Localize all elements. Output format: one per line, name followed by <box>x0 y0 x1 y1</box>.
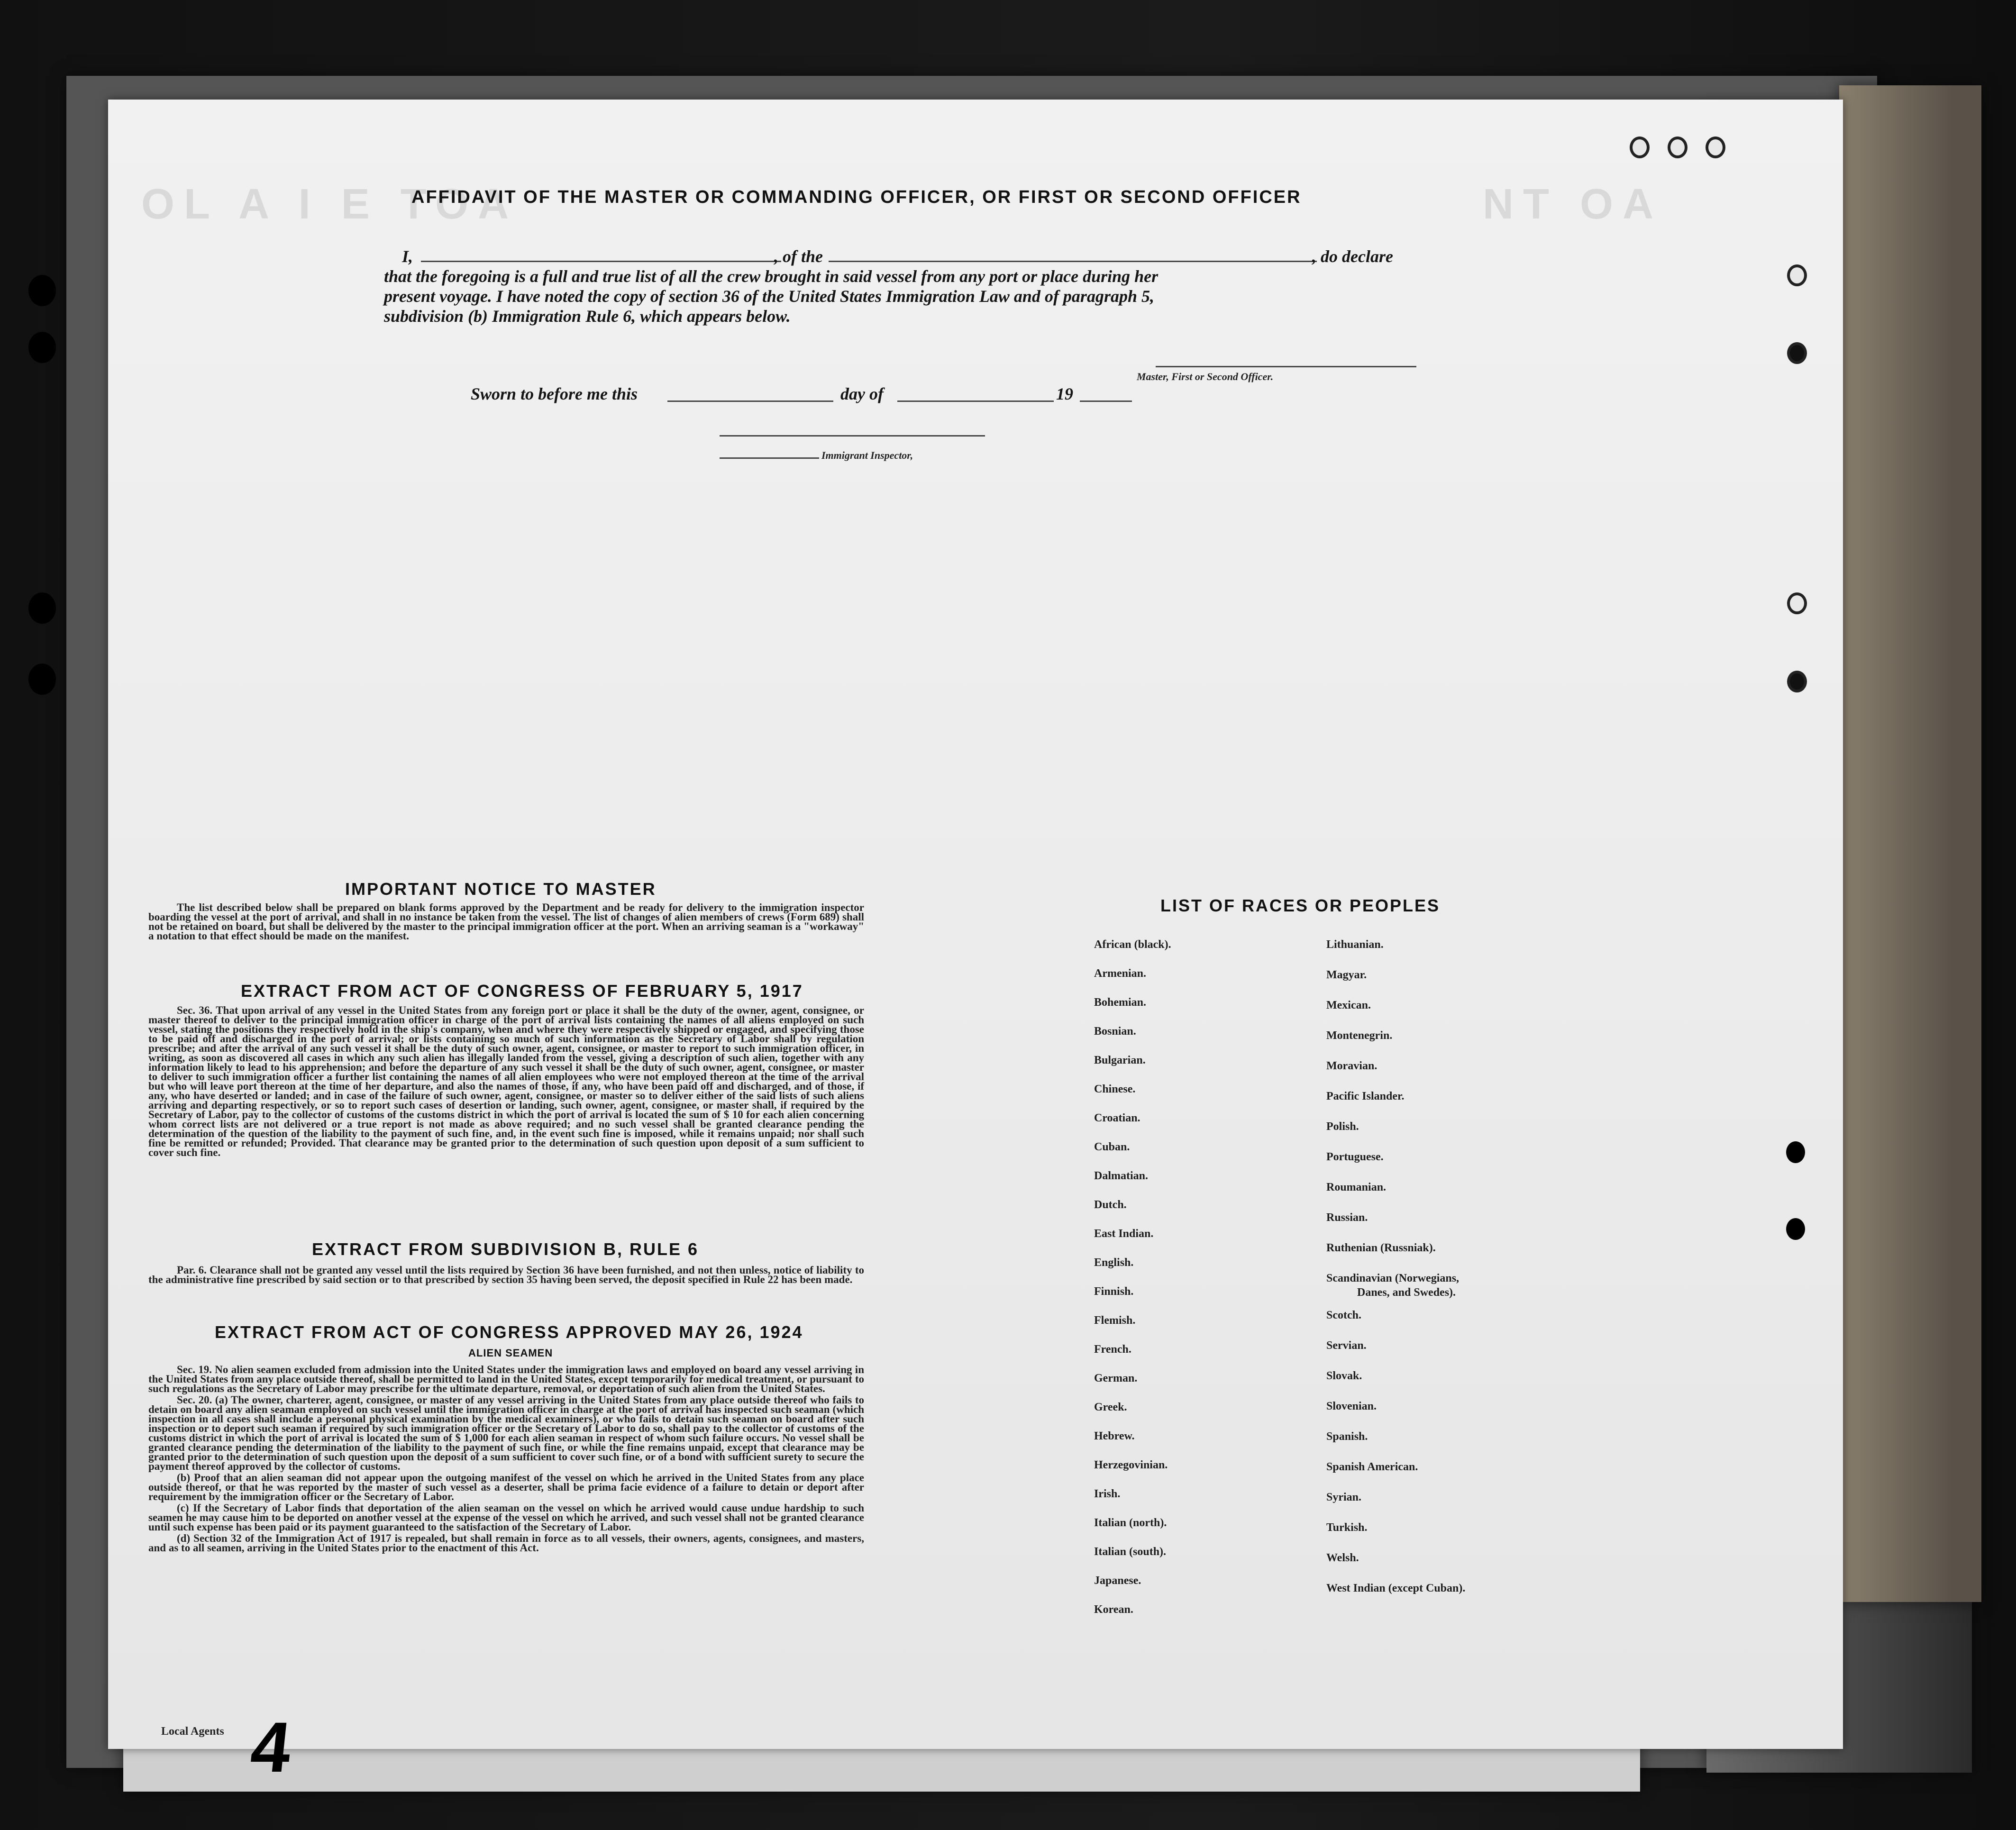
race-left: Croatian. <box>1094 1112 1140 1124</box>
race-right: Lithuanian. <box>1326 938 1384 951</box>
race-right: Scotch. <box>1326 1309 1361 1321</box>
race-right: Moravian. <box>1326 1060 1377 1072</box>
inspector-line[interactable] <box>720 457 819 459</box>
ring-hole <box>1787 264 1807 286</box>
race-left: Bosnian. <box>1094 1025 1136 1038</box>
sworn-date-blank[interactable] <box>667 401 833 402</box>
month-blank[interactable] <box>897 401 1054 402</box>
bleed-through-text: NT OA <box>1483 181 1663 228</box>
binder-hole <box>1786 1141 1805 1163</box>
alien-seamen-subtitle: ALIEN SEAMEN <box>468 1347 553 1359</box>
race-left: East Indian. <box>1094 1228 1154 1240</box>
signature-line[interactable] <box>1156 366 1416 367</box>
binder-hole <box>28 664 56 695</box>
race-left: German. <box>1094 1372 1138 1384</box>
race-left: French. <box>1094 1343 1131 1356</box>
race-right: Servian. <box>1326 1339 1367 1352</box>
race-left: Irish. <box>1094 1488 1121 1500</box>
race-left: Dutch. <box>1094 1199 1127 1211</box>
ring-hole <box>1630 137 1650 158</box>
affidavit-title: AFFIDAVIT OF THE MASTER OR COMMANDING OFFICER, OR FIRST OR SECOND OFFICER <box>411 187 1302 207</box>
sec-20c-paragraph: (c) If the Secretary of Labor finds that deportation of the alien seaman on the vessel on which he arrived would cause undue hardship to such seamen he may cause him to be deported on another vessel at the expense of the vessel on which he arrived, and such vessel shall not be granted clearance until such expense has been paid or its payment guaranteed to the satisfaction of the Secretary of Labor. <box>148 1502 864 1533</box>
binder-hole <box>1786 1218 1805 1240</box>
affidavit-i: I, <box>402 247 413 266</box>
race-left: Greek. <box>1094 1401 1127 1413</box>
ring-hole <box>1787 592 1807 614</box>
vessel-blank[interactable] <box>829 261 1317 262</box>
race-left: Chinese. <box>1094 1083 1136 1095</box>
race-left: Armenian. <box>1094 967 1146 980</box>
ring-hole <box>1668 137 1688 158</box>
extract-1917-title: EXTRACT FROM ACT OF CONGRESS OF FEBRUARY 5, 1917 <box>241 981 803 1001</box>
race-right: Pacific Islander. <box>1326 1090 1405 1102</box>
race-left: Finnish. <box>1094 1285 1134 1298</box>
ring-hole <box>1706 137 1725 158</box>
affidavit-declare: , do declare <box>1312 247 1393 266</box>
binding-edge <box>1839 85 1981 1602</box>
race-right: Magyar. <box>1326 969 1367 981</box>
race-right: Russian. <box>1326 1211 1368 1224</box>
race-right: Ruthenian (Russniak). <box>1326 1242 1436 1254</box>
race-right: Slovak. <box>1326 1370 1362 1382</box>
race-left: Flemish. <box>1094 1314 1136 1327</box>
race-right: Slovenian. <box>1326 1400 1377 1412</box>
ring-hole <box>1787 342 1807 364</box>
name-blank[interactable] <box>421 261 781 262</box>
race-left: Italian (north). <box>1094 1517 1167 1529</box>
manifest-page <box>108 100 1843 1749</box>
day-of-label: day of <box>840 384 884 403</box>
race-right: Spanish American. <box>1326 1461 1418 1473</box>
inspector-line-top[interactable] <box>720 435 985 437</box>
notice-body <box>148 903 864 943</box>
race-right: Welsh. <box>1326 1552 1359 1564</box>
extract-rule6-title: EXTRACT FROM SUBDIVISION B, RULE 6 <box>312 1239 699 1259</box>
affidavit-line-2: that the foregoing is a full and true list of all the crew brought in said vessel from any port or place during her <box>384 267 1159 286</box>
race-right: Syrian. <box>1326 1491 1362 1503</box>
race-left: English. <box>1094 1256 1134 1269</box>
local-agents-label: Local Agents <box>161 1725 224 1738</box>
race-left: Hebrew. <box>1094 1430 1135 1442</box>
par-6-paragraph: Par. 6. Clearance shall not be granted any vessel until the lists required by Section 36 have been furnished, and not then unless, notice of liability to the administrative fine prescribed by said section or to that prescribed by section 35 having been served, the deposit specified in Rule 22 has been made. <box>148 1264 864 1285</box>
race-right-continued: Danes, and Swedes). <box>1357 1286 1456 1299</box>
sec-20a-paragraph: Sec. 20. (a) The owner, charterer, agent, consignee, or master of any vessel arriving in the United States from any place outside thereof who fails to detain on board any alien seaman employed on such vessel until the immigration officer in charge at the port of arrival has inspected such seaman (which inspection in all cases shall include a personal physical examination by the medical examiners), or who fails to detain such seaman on board after such inspection or to deport such seaman if required by such immigration officer or the Secretary of Labor to do so, shall pay to the collector of customs of the customs district in which the port of arrival is located the sum of $ 1,000 for each alien seaman in respect of whom such failure occurs. No vessel shall be granted clearance pending the determination of the liability to the payment of such fine, or while the fine remains unpaid, except that clearance may be granted prior to the determination of such question upon the deposit of a sum sufficient to cover such fine, or of a bond with sufficient surety to secure the payment thereof approved by the collector of customs. <box>148 1394 864 1472</box>
race-left: Bulgarian. <box>1094 1054 1146 1066</box>
sec-36-paragraph: Sec. 36. That upon arrival of any vessel in the United States from any foreign port or place it shall be the duty of the owner, agent, consignee, or master thereof to deliver to the principal immigration officer in charge of the port of arrival lists containing the names of all aliens employed on such vessel, stating the positions they respectively hold in the ship's company, when and where they were respectively shipped or engaged, and specifying those to be paid off and discharged in the port of arrival; or lists containing so much of such information as the Secretary of Labor shall by regulation prescribe; and after the arrival of any such vessel it shall be the duty of such owner, agent, consignee, or master to report to such immigration officer, in writing, as soon as discovered all cases in which any such alien has illegally landed from the vessel, giving a description of such alien, together with any information likely to lead to his apprehension; and before the departure of any such vessel it shall be the duty of such owner, agent, consignee, or master to deliver to such immigration officer a further list containing the names of all alien employees who were not employed thereon at the time of the arrival but who will leave port thereon at the time of her departure, and also the names of those, if any, who have been paid off and discharged, and of those, if any, who have deserted or landed; and in case of the failure of such owner, agent, consignee, or master so to deliver either of the said lists of such aliens arriving and departing respectively, or so to report such cases of desertion or landing, such owner, agent, consignee, or master shall, if required by the Secretary of Labor, pay to the collector of customs of the customs district in which the port of arrival is located the sum of $ 10 for each alien concerning whom correct lists are not delivered or a true report is not made as above required; and no such vessel shall be granted clearance pending the determination of the question of the liability to the payment of such fine, and, in the event such fine is imposed, while it remains unpaid; nor shall such fine be remitted or refunded; Provided. That clearance may be granted prior to the determination of such question upon deposit of a sum sufficient to cover such fine. <box>148 1004 864 1158</box>
sec-19-paragraph: Sec. 19. No alien seamen excluded from admission into the United States under the immigration laws and employed on board any vessel arriving in the United States from any place outside thereof, shall be permitted to land in the United States, except temporarily for medical treatment, or pursuant to such regulations as the Secretary of Labor may prescribe for the ultimate departure, removal, or deportation of such alien from the United States. <box>148 1364 864 1394</box>
race-right: Spanish. <box>1326 1430 1368 1443</box>
race-left: Japanese. <box>1094 1575 1141 1587</box>
year-prefix: 19 <box>1056 384 1073 403</box>
race-right: Portuguese. <box>1326 1151 1384 1163</box>
affidavit-line-4: subdivision (b) Immigration Rule 6, which appears below. <box>384 307 791 326</box>
race-right: West Indian (except Cuban). <box>1326 1582 1466 1594</box>
inspector-caption: Immigrant Inspector, <box>821 449 913 461</box>
binder-hole <box>28 275 56 306</box>
sworn-label: Sworn to before me this <box>471 384 638 403</box>
bleed-through-text: OL A I E TOA <box>141 181 519 228</box>
race-left: Dalmatian. <box>1094 1170 1148 1182</box>
extract-1924-body <box>148 1365 864 1555</box>
extract-1917-body <box>148 1006 864 1159</box>
affidavit-of-the: , of the <box>774 247 823 266</box>
ring-hole <box>1787 671 1807 692</box>
sec-20d-paragraph: (d) Section 32 of the Immigration Act of 1917 is repealed, but shall remain in force as to all vessels, their owners, agents, consignees, and masters, and as to all seamen, arriving in the United States prior to the enactment of this Act. <box>148 1532 864 1554</box>
binder-hole <box>28 332 56 363</box>
race-left: African (black). <box>1094 938 1171 951</box>
notice-title: IMPORTANT NOTICE TO MASTER <box>345 879 657 899</box>
race-left: Korean. <box>1094 1603 1133 1616</box>
binder-hole <box>28 592 56 624</box>
race-right: Mexican. <box>1326 999 1371 1011</box>
affidavit-line-3: present voyage. I have noted the copy of section 36 of the United States Immigration Law and of paragraph 5, <box>384 287 1154 306</box>
page-number: 4 <box>247 1707 295 1787</box>
race-left: Italian (south). <box>1094 1546 1167 1558</box>
signature-caption: Master, First or Second Officer. <box>1137 371 1274 382</box>
extract-rule6-body <box>148 1266 864 1286</box>
race-left: Bohemian. <box>1094 996 1147 1009</box>
race-left: Cuban. <box>1094 1141 1130 1153</box>
races-title: LIST OF RACES OR PEOPLES <box>1160 896 1441 915</box>
race-right: Polish. <box>1326 1120 1359 1133</box>
race-left: Herzegovinian. <box>1094 1459 1168 1471</box>
race-right: Scandinavian (Norwegians, <box>1326 1272 1460 1284</box>
race-right: Montenegrin. <box>1326 1029 1393 1042</box>
notice-paragraph: The list described below shall be prepared on blank forms approved by the Department and be ready for delivery to the immigration inspector boarding the vessel at the port of arrival, and shall in no instance be taken from the vessel. The list of changes of alien members of crews (Form 689) shall not be retained on board, but shall be delivered by the master to the principal immigration officer at the port. When an arriving seaman is a "workaway" a notation to that effect should be made on the manifest. <box>148 901 864 942</box>
sec-20b-paragraph: (b) Proof that an alien seaman did not appear upon the outgoing manifest of the vessel on which he arrived in the United States from any place outside thereof, or that he was reported by the master of such vessel as a deserter, shall be prima facie evidence of a failure to detain or deport after requirement by the immigration officer or the Secretary of Labor. <box>148 1472 864 1502</box>
year-blank[interactable] <box>1080 401 1132 402</box>
race-right: Turkish. <box>1326 1521 1368 1534</box>
race-right: Roumanian. <box>1326 1181 1387 1193</box>
extract-1924-title: EXTRACT FROM ACT OF CONGRESS APPROVED MAY 26, 1924 <box>215 1322 803 1342</box>
